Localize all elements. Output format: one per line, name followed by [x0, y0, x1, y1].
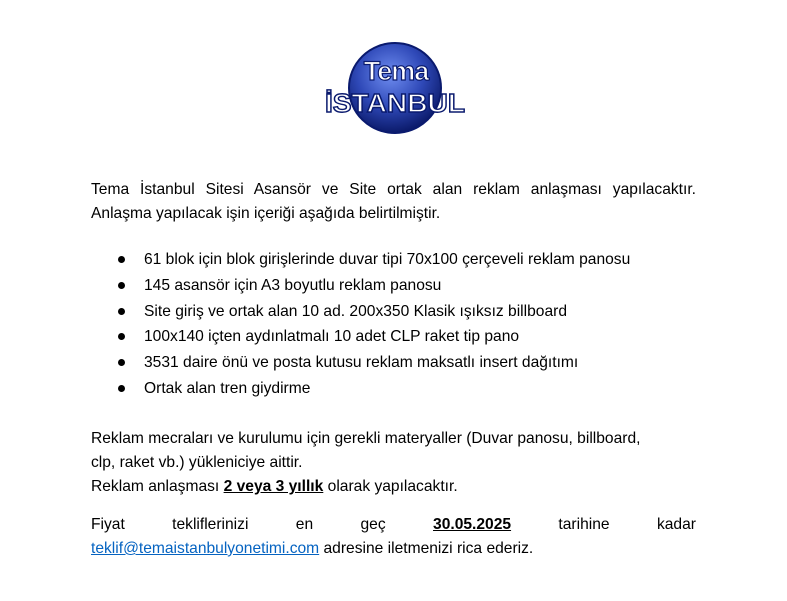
bullet-icon — [118, 385, 125, 392]
list-item: 61 blok için blok girişlerinde duvar tipi 70x100 çerçeveli reklam panosu — [118, 247, 718, 273]
bullet-icon — [118, 359, 125, 366]
bullet-icon — [118, 282, 125, 289]
materials-line-2: clp, raket vb.) yükleniciye aittir. — [91, 454, 303, 471]
bullet-icon — [118, 308, 125, 315]
list-item: 3531 daire önü ve posta kutusu reklam maksatlı insert dağıtımı — [118, 350, 718, 376]
list-item: Ortak alan tren giydirme — [118, 376, 718, 402]
logo-text-tema: Tema — [363, 56, 429, 86]
bullet-icon — [118, 333, 125, 340]
intro-line-2: Anlaşma yapılacak işin içeriği aşağıda belirtilmiştir. — [91, 205, 441, 222]
duration-line: Reklam anlaşması 2 veya 3 yıllık olarak yapılacaktır. — [91, 478, 458, 495]
list-item: 100x140 içten aydınlatmalı 10 adet CLP raket tip pano — [118, 324, 718, 350]
logo-text-istanbul: İSTANBUL — [325, 88, 466, 118]
intro-paragraph — [91, 178, 696, 226]
offer-line-2: teklif@temaistanbulyonetimi.com adresine iletmenizi rica ederiz. — [91, 540, 534, 557]
bullet-icon — [118, 256, 125, 263]
materials-line-1: Reklam mecraları ve kurulumu için gerekli materyaller (Duvar panosu, billboard, — [91, 430, 641, 447]
deadline-date: 30.05.2025 — [433, 516, 512, 533]
list-item: 145 asansör için A3 boyutlu reklam panosu — [118, 273, 718, 299]
intro-line-1: Tema İstanbul Sitesi Asansör ve Site ortak alan reklam anlaşması yapılacaktır. — [91, 181, 696, 198]
duration-value: 2 veya 3 yıllık — [223, 478, 324, 495]
email-link[interactable]: teklif@temaistanbulyonetimi.com — [91, 540, 320, 557]
scope-list — [118, 247, 718, 402]
list-item: Site giriş ve ortak alan 10 ad. 200x350 Klasik ışıksız billboard — [118, 299, 718, 325]
materials-paragraph — [91, 427, 696, 499]
offer-line-1: Fiyat tekliflerinizi en geç 30.05.2025 tarihine kadar — [91, 513, 696, 537]
offer-paragraph — [91, 513, 696, 561]
tema-istanbul-logo — [322, 40, 470, 136]
